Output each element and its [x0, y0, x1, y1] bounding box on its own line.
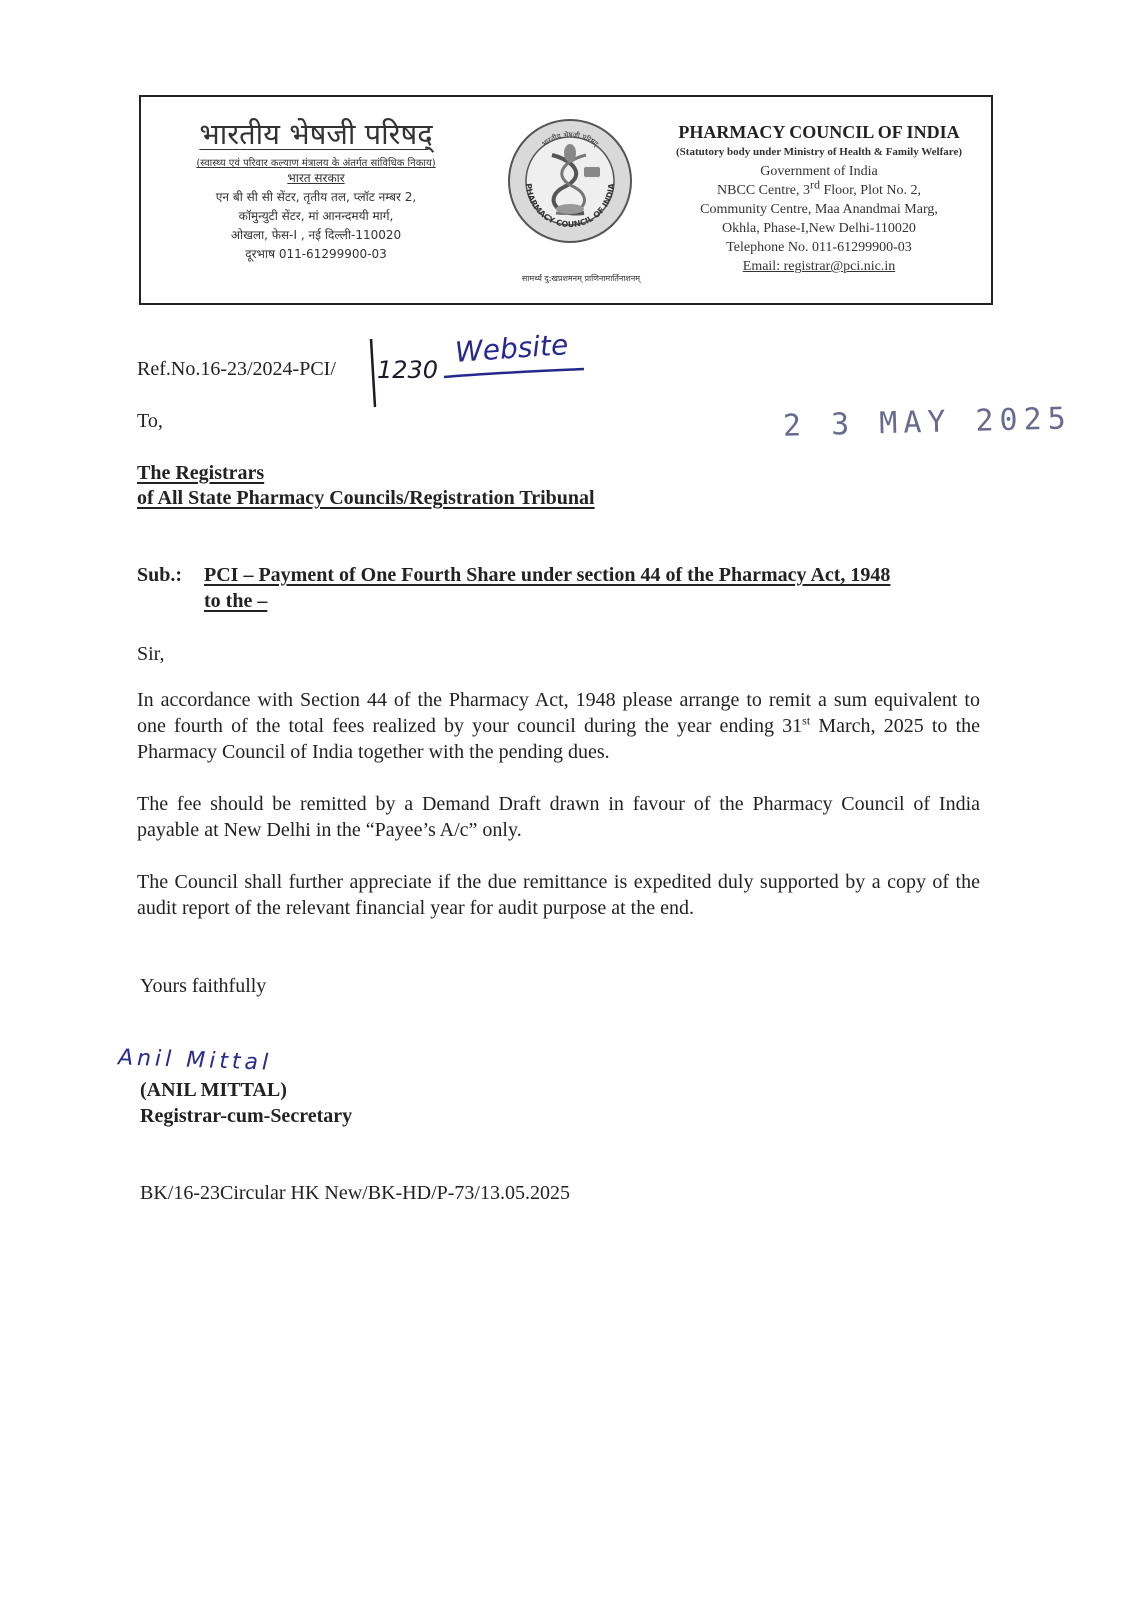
paragraph-3: The Council shall further appreciate if the due remittance is expedited duly supported by a copy of the audit report of the relevant financial year for audit purpose at the end. — [137, 871, 980, 919]
paragraph-1: In accordance with Section 44 of the Pharmacy Act, 1948 please arrange to remit a sum equivalent to one fourth of the total fees realized by your council during the year ending 31st March, 2025 to the Pharmacy Council of India together with the pending dues. — [137, 689, 981, 763]
paragraph-2: The fee should be remitted by a Demand Draft drawn in favour of the Pharmacy Council of India payable at New Delhi in the “Payee’s A/c” only. — [137, 793, 980, 841]
handwritten-dispatch-number: 1230 — [377, 356, 439, 384]
signatory-designation: Registrar-cum-Secretary — [140, 1105, 353, 1127]
hindi-phone: दूरभाष 011-61299900-03 — [245, 247, 387, 261]
council-seal-logo — [506, 117, 634, 247]
seal-text: PHARMACY COUNCIL OF INDIA — [523, 182, 617, 230]
subject-line-2: to the – — [204, 590, 268, 612]
english-council-name: PHARMACY COUNCIL OF INDIA — [678, 122, 960, 142]
letterhead-english — [644, 121, 994, 276]
recipient-line-1: The Registrars — [137, 462, 265, 484]
hindi-council-name: भारतीय भेषजी परिषद् — [199, 117, 433, 151]
hindi-address-2: कॉमुन्युटी सेंटर, मां आनन्दमयी मार्ग, — [238, 209, 394, 223]
signatory-name: (ANIL MITTAL) — [140, 1079, 287, 1101]
subject-line-1: PCI – Payment of One Fourth Share under section 44 of the Pharmacy Act, 1948 — [204, 564, 891, 586]
english-address-3: Okhla, Phase-I,New Delhi-110020 — [722, 221, 916, 236]
hindi-government: भारत सरकार — [287, 171, 345, 185]
closing: Yours faithfully — [140, 975, 267, 997]
english-address-2: Community Centre, Maa Anandmai Marg, — [700, 202, 938, 217]
seal-emblem-icon — [506, 117, 634, 247]
recipient-line-2: of All State Pharmacy Councils/Registration Tribunal — [137, 487, 595, 509]
to-line: To, — [137, 410, 163, 432]
handwritten-underline — [440, 365, 590, 385]
date-received-stamp: 2 3 MAY 2025 — [782, 401, 1073, 444]
hindi-statutory-line: (स्वास्थ्य एवं परिवार कल्याण मंत्रालय के अंतर्गत सांविधिक निकाय) — [196, 158, 436, 169]
handwritten-signature: Anil Mittal — [117, 1045, 273, 1076]
english-email: Email: registrar@pci.nic.in — [742, 259, 896, 274]
english-phone: Telephone No. 011-61299900-03 — [726, 240, 912, 255]
handwritten-website-note: Website — [453, 328, 570, 369]
letterhead-hindi — [151, 117, 481, 264]
english-government: Government of India — [760, 164, 878, 179]
reference-number: Ref.No.16-23/2024-PCI/ — [137, 358, 336, 380]
letterhead — [139, 95, 993, 305]
seal-top-text: भारतीय भेषजी परिषद् — [540, 130, 600, 149]
file-reference: BK/16-23Circular HK New/BK-HD/P-73/13.05.2025 — [140, 1182, 570, 1204]
salutation: Sir, — [137, 643, 165, 665]
english-statutory-line: (Statutory body under Ministry of Health & Family Welfare) — [676, 146, 962, 158]
seal-motto: सामर्थ्य दु:खप्रशमनम् प्राणिनामार्तिनाशनम् — [521, 274, 641, 283]
subject-label: Sub.: — [137, 564, 183, 586]
hindi-address-3: ओखला, फेस-I , नई दिल्ली-110020 — [230, 228, 402, 242]
hindi-address-1: एन बी सी सी सेंटर, तृतीय तल, प्लॉट नम्बर 2, — [215, 190, 417, 204]
english-address-1: NBCC Centre, 3rd Floor, Plot No. 2, — [717, 177, 921, 198]
